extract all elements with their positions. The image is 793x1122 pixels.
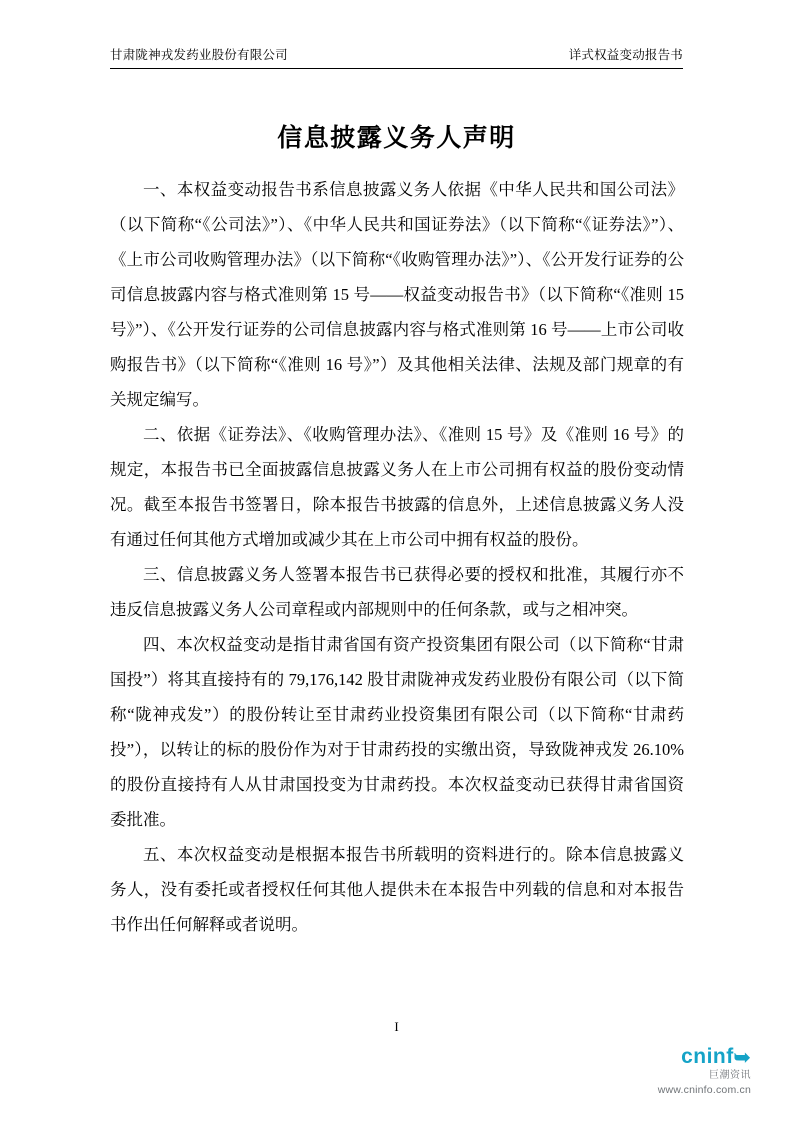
paragraph-3: 三、信息披露义务人签署本报告书已获得必要的授权和批准，其履行亦不违反信息披露义务人公司章程或内部规则中的任何条款，或与之相冲突。 [110,565,684,619]
page-header [110,48,683,69]
document-body [110,172,684,942]
cninfo-logo-text [658,1045,751,1069]
header-document-type: 详式权益变动报告书 [568,48,683,62]
page-number: I [394,1019,399,1034]
header-company-name: 甘肃陇神戎发药业股份有限公司 [110,48,288,62]
cninfo-watermark [658,1045,751,1096]
cninfo-url: www.cninfo.com.cn [657,1083,751,1096]
swirl-icon: ➥ [733,1047,751,1070]
page-title: 信息披露义务人声明 [277,125,516,152]
cninfo-tagline: 巨潮资讯 [709,1070,751,1082]
paragraph-4: 四、本次权益变动是指甘肃省国有资产投资集团有限公司（以下简称“甘肃国投”）将其直接持有的 79,176,142 股甘肃陇神戎发药业股份有限公司（以下简称“陇神戎发”）的股份转让至甘肃药业投资集团有限公司（以下简称“甘肃药投”），以转让的标的股份作为对于甘肃药投的实缴出资，导致陇神戎发 26.10%的股份直接持有人从甘肃国投变为甘肃药投。本次权益变动已获得甘肃省国资委批准。 [110,635,684,829]
cninfo-brand: cninf [681,1045,734,1069]
paragraph-1: 一、本权益变动报告书系信息披露义务人依据《中华人民共和国公司法》（以下简称“《公司法》”）、《中华人民共和国证券法》（以下简称“《证券法》”）、《上市公司收购管理办法》（以下简称“《收购管理办法》”）、《公开发行证券的公司信息披露内容与格式准则第 15 号——权益变动报告书》（以下简称“《准则 15 号》”）、《公开发行证券的公司信息披露内容与格式准则第 16 号——上市公司收购报告书》（以下简称“《准则 16 号》”）及其他相关法律、法规及部门规章的有关规定编写。 [110,180,684,409]
paragraph-5: 五、本次权益变动是根据本报告书所载明的资料进行的。除本信息披露义务人，没有委托或者授权任何其他人提供未在本报告中列载的信息和对本报告书作出任何解释或者说明。 [110,845,684,934]
paragraph-2: 二、依据《证券法》、《收购管理办法》、《准则 15 号》及《准则 16 号》的规定，本报告书已全面披露信息披露义务人在上市公司拥有权益的股份变动情况。截至本报告书签署日，除本报告书披露的信息外，上述信息披露义务人没有通过任何其他方式增加或减少其在上市公司中拥有权益的股份。 [110,425,684,549]
